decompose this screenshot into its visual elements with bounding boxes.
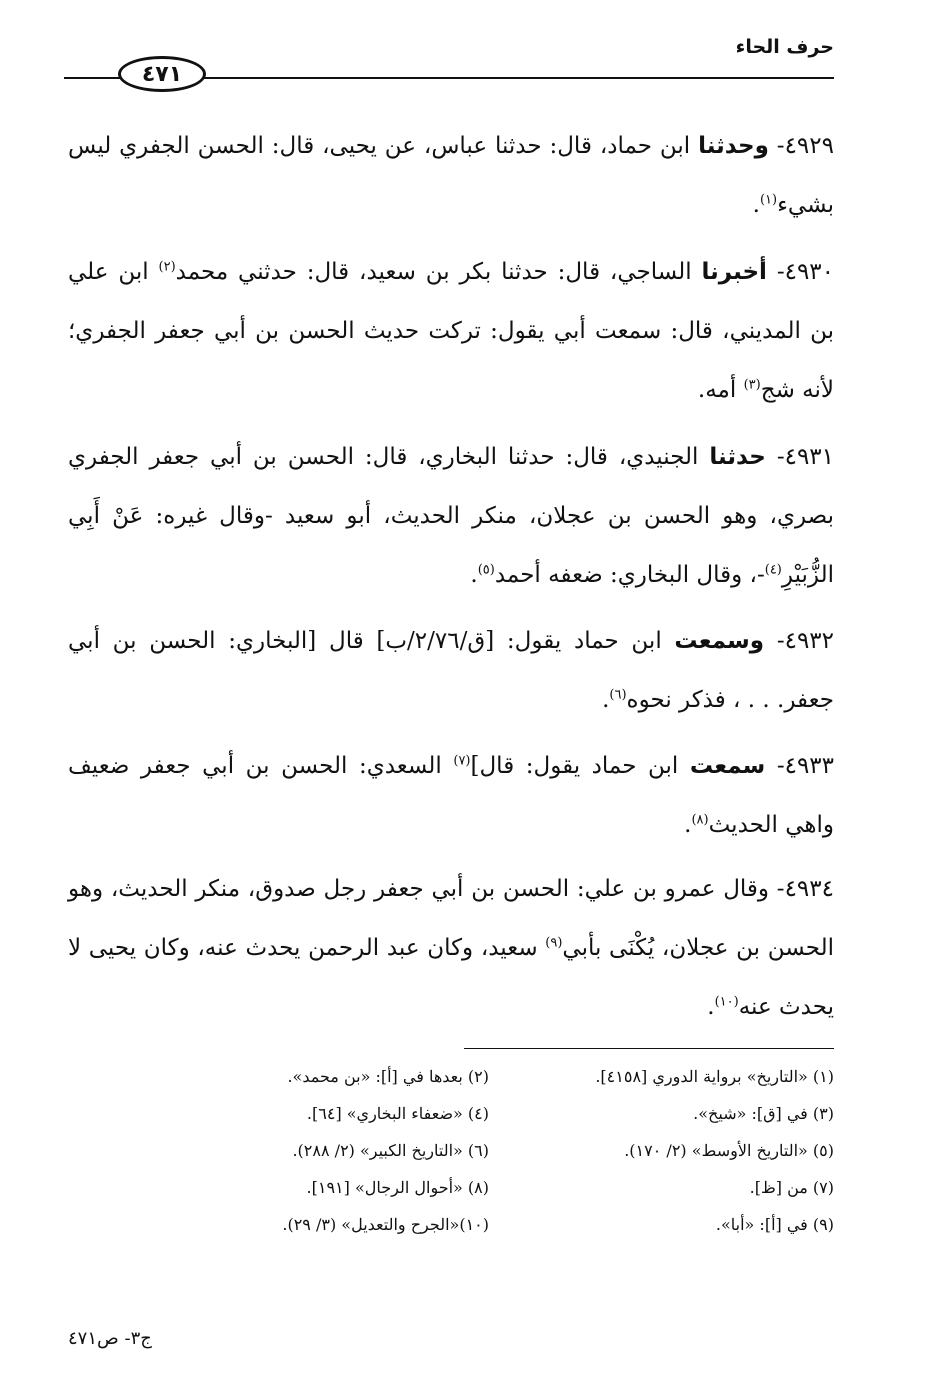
footnotes-list (144, 1058, 834, 1243)
entry-text: ابن علي بن المديني، قال: سمعت أبي يقول: تركت حديث الحسن بن أبي جعفر الجفري؛ لأنه شج (68, 259, 834, 403)
footnote-ref: (٥) (477, 562, 495, 578)
footnote-ref: (١٠) (714, 994, 739, 1010)
entry-4933 (68, 737, 834, 855)
entry-text: السعدي: الحسن بن أبي جعفر ضعيف واهي الحديث (68, 753, 834, 838)
entry-number: ٤٩٣٢- (776, 628, 835, 654)
footnote-item: (٩) في [أ]: «أبا». (715, 1215, 834, 1234)
footnote-item: (١٠)«الجرح والتعديل» (٣/ ٢٩). (282, 1215, 489, 1234)
entry-text: الساجي، قال: حدثنا بكر بن سعيد، قال: حدثني محمد (175, 259, 702, 285)
entry-number: ٤٩٣٠- (776, 259, 835, 285)
footnote-item: (٣) في [ق]: «شيخ». (693, 1104, 834, 1123)
entry-text: أمه. (697, 377, 744, 403)
entry-4934 (68, 860, 834, 1037)
entry-number: ٤٩٣٤- (776, 876, 834, 902)
entry-4929 (68, 117, 834, 235)
entry-text: -، وقال البخاري: ضعفه أحمد (494, 562, 765, 588)
entry-verb: حدثنا (709, 444, 766, 470)
footnote-item: (٤) «ضعفاء البخاري» [٦٤]. (306, 1104, 489, 1123)
footnote-item: (٨) «أحوال الرجال» [١٩١]. (306, 1178, 489, 1197)
entry-verb: وحدثنا (698, 133, 769, 159)
entry-verb: وسمعت (674, 628, 765, 654)
entry-4931 (68, 428, 834, 605)
entry-text: . (684, 812, 692, 838)
footnote-ref: (٤) (764, 562, 782, 578)
entry-text: سعيد، وكان عبد الرحمن يحدث عنه، وكان يحيى لا يحدث عنه (68, 935, 834, 1020)
footnote-item: (٥) «التاريخ الأوسط» (٢/ ١٧٠). (624, 1141, 834, 1160)
entry-text: . (707, 994, 715, 1020)
entry-number: ٤٩٣٣- (776, 753, 835, 779)
entry-number: ٤٩٢٩- (776, 133, 834, 159)
entry-text: . (752, 192, 760, 218)
footnote-divider (464, 1048, 834, 1049)
entry-verb: سمعت (689, 753, 766, 779)
entry-text: . (470, 562, 478, 588)
footnote-ref: (٩) (545, 935, 563, 951)
entry-4930 (68, 243, 834, 420)
footnote-ref: (٣) (743, 377, 761, 393)
footnote-ref: (٨) (691, 812, 709, 828)
footnote-ref: (٦) (609, 687, 627, 703)
entry-text: . (602, 687, 610, 713)
entry-text: الجنيدي، قال: حدثنا البخاري، قال: الحسن بن أبي جعفر الجفري بصري، وهو الحسن بن عجلان، منكر الحديث، أبو سعيد -وقال غيره: عَنْ أَبِي الزُّبَيْرِ (68, 444, 834, 588)
footnote-item: (٧) من [ظ]. (749, 1178, 834, 1197)
entry-number: ٤٩٣١- (776, 444, 835, 470)
footnote-item: (١) «التاريخ» برواية الدوري [٤١٥٨]. (595, 1067, 834, 1086)
footnote-ref: (٢) (158, 259, 176, 275)
entry-text: ابن حماد يقول: [ق/٢/٧٦/ب] قال [البخاري: الحسن بن أبي جعفر. . . ، فذكر نحوه (68, 628, 834, 713)
entry-text: ابن حماد، قال: حدثنا عباس، عن يحيى، قال: الحسن الجفري ليس بشيء (68, 133, 834, 218)
page-number-badge: ٤٧١ (118, 56, 206, 92)
entry-text: ابن حماد يقول: قال] (470, 753, 690, 779)
footnote-ref: (٧) (453, 753, 471, 769)
chapter-title: حرف الحاء (735, 36, 834, 58)
entry-4932 (68, 612, 834, 730)
footnote-item: (٦) «التاريخ الكبير» (٢/ ٢٨٨). (292, 1141, 489, 1160)
entry-text: وقال عمرو بن علي: الحسن بن أبي جعفر رجل صدوق، منكر الحديث، وهو الحسن بن عجلان، يُكْنَى بأبي (68, 876, 835, 961)
footnote-item: (٢) بعدها في [أ]: «بن محمد». (287, 1067, 489, 1086)
page-reference: ج٣- ص٤٧١ (68, 1328, 152, 1349)
footnote-ref: (١) (759, 192, 778, 208)
entry-verb: أخبرنا (701, 259, 767, 285)
